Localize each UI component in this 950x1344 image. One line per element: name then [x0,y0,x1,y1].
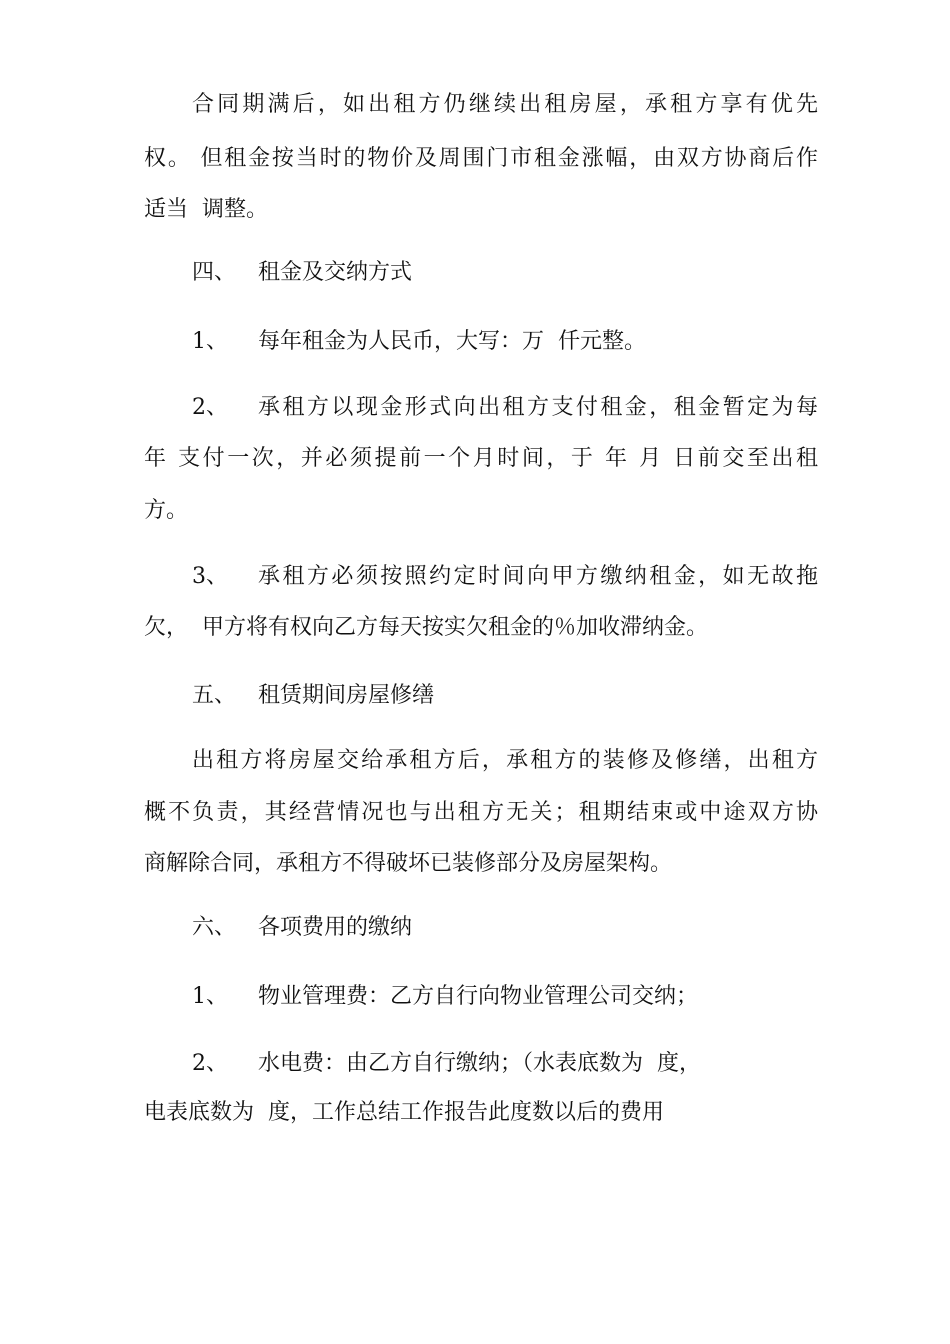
paragraph-line: 概不负责，其经营情况也与出租方无关；租期结束或中途双方协 [144,800,818,825]
clause-number: 2、 [192,395,228,420]
section-title: 各项费用的缴纳 [258,915,413,940]
paragraph-line: 适当 调整。 [144,197,268,222]
clause-text: 水电费：由乙方自行缴纳；（水表底数为 度， [258,1051,701,1076]
paragraph-line: 出租方将房屋交给承租方后，承租方的装修及修缮，出租方 [192,748,818,773]
clause-number: 2、 [192,1051,228,1076]
section-number: 四、 [192,260,237,285]
clause-text: 方。 [144,498,189,523]
clause-number: 1、 [192,329,228,354]
clause-text: 承租方以现金形式向出租方支付租金，租金暂定为每 [258,395,818,420]
clause-text: 承租方必须按照约定时间向甲方缴纳租金，如无故拖 [258,564,818,589]
paragraph-line: 权。 但租金按当时的物价及周围门市租金涨幅，由双方协商后作 [144,146,818,171]
clause-text: 欠， 甲方将有权向乙方每天按实欠租金的％加收滞纳金。 [144,615,708,640]
clause-text: 电表底数为 度，工作总结工作报告此度数以后的费用 [144,1100,664,1125]
paragraph-line: 合同期满后，如出租方仍继续出租房屋，承租方享有优先 [192,92,818,117]
section-number: 五、 [192,683,237,708]
clause-text: 年 支付一次，并必须提前一个月时间，于 年 月 日前交至出租 [144,446,818,471]
clause-text: 每年租金为人民币，大写：万 仟元整。 [258,329,646,354]
section-title: 租赁期间房屋修缮 [258,683,435,708]
clause-text: 物业管理费：乙方自行向物业管理公司交纳； [258,984,699,1009]
paragraph-line: 商解除合同，承租方不得破坏已装修部分及房屋架构。 [144,851,673,876]
clause-number: 1、 [192,984,228,1009]
clause-number: 3、 [192,564,228,589]
section-number: 六、 [192,915,237,940]
section-title: 租金及交纳方式 [258,260,413,285]
